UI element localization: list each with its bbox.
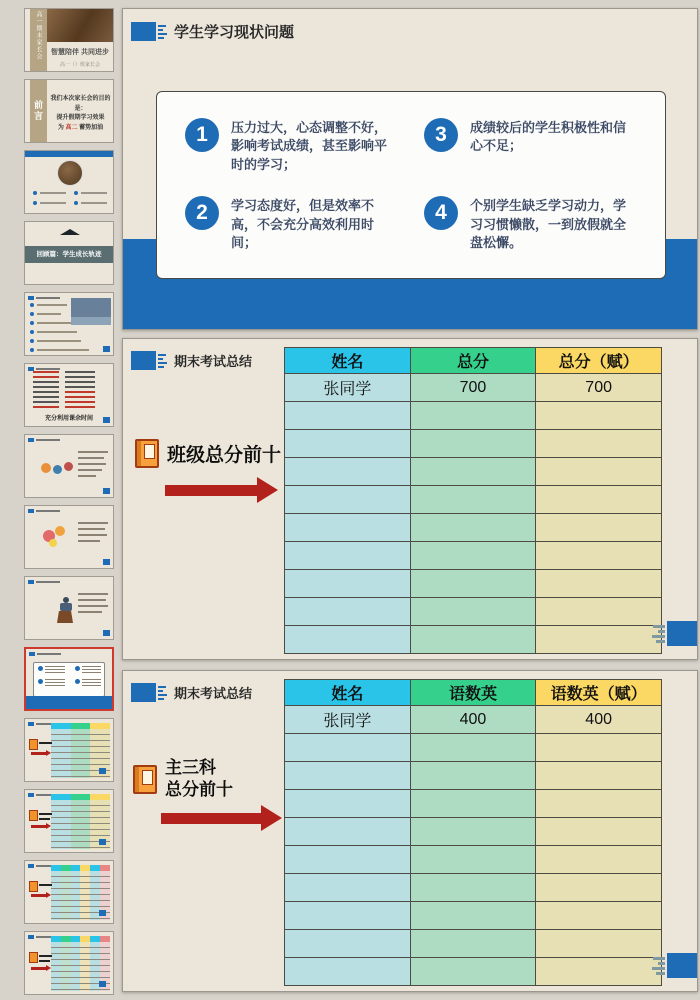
- table-cell: [536, 874, 662, 902]
- problem-text: 成绩较后的学生积极性和信心不足；: [470, 120, 627, 154]
- table-cell: [285, 458, 411, 486]
- mini-corner-flag: [99, 839, 106, 845]
- table-cell: [536, 514, 662, 542]
- mini-red-arrow: [31, 825, 46, 828]
- mini-title-line: [36, 439, 60, 441]
- mini-flag: [28, 722, 34, 726]
- table-row: [285, 958, 662, 986]
- table-row: [285, 374, 662, 402]
- table-cell: [410, 514, 536, 542]
- slide-title: 期末考试总结: [174, 354, 253, 369]
- table-row: [285, 402, 662, 430]
- mini-corner-flag: [103, 488, 110, 494]
- red-right-arrow: [165, 485, 257, 496]
- table-cell: [536, 626, 662, 654]
- table-cell: [410, 902, 536, 930]
- slide-title: 期末考试总结: [174, 686, 253, 701]
- table-row: [285, 930, 662, 958]
- mini-flag: [28, 793, 34, 797]
- mini-book-icon: [29, 810, 38, 821]
- table-cell: [285, 430, 411, 458]
- table-row: [285, 874, 662, 902]
- mini-corner-flag: [99, 768, 106, 774]
- table-cell: [536, 790, 662, 818]
- slide-thumbnail-5[interactable]: [24, 292, 114, 356]
- table-row: [285, 734, 662, 762]
- table-row: [285, 902, 662, 930]
- mini-label-line: [39, 818, 50, 820]
- col-header-total: 总分: [410, 348, 536, 374]
- slide-thumbnail-6[interactable]: [24, 363, 114, 427]
- cartoon-figure: [49, 539, 57, 547]
- graduation-cap-icon: [60, 229, 80, 235]
- thumbnail-body-text: 我们本次家长会的目的是： 提升假期学习效果 为 高二 蓄势加油: [50, 96, 111, 131]
- table-cell: 张同学: [285, 374, 411, 402]
- table-cell: [285, 930, 411, 958]
- problem-item-1: [185, 118, 398, 174]
- mini-table: [51, 723, 110, 778]
- table-cell: [410, 874, 536, 902]
- cartoon-figure: [53, 465, 62, 474]
- col-header-name: 姓名: [285, 680, 411, 706]
- col-header-total-weighted: 总分（赋）: [536, 348, 662, 374]
- mini-red-arrow: [31, 752, 46, 755]
- table-cell: 700: [536, 374, 662, 402]
- slide-3-exam-summary-main3[interactable]: [122, 670, 698, 992]
- table-cell: [285, 598, 411, 626]
- table-cell: [536, 542, 662, 570]
- table-cell: [536, 930, 662, 958]
- table-cell: 张同学: [285, 706, 411, 734]
- table-row: [285, 626, 662, 654]
- table-row: [285, 706, 662, 734]
- score-table-header: [285, 348, 662, 374]
- table-cell: [410, 570, 536, 598]
- speaker-figure: [60, 603, 72, 611]
- mini-table: [51, 794, 110, 849]
- number-badge: 2: [185, 196, 219, 230]
- mini-corner-flag: [99, 981, 106, 987]
- slide-thumbnail-11[interactable]: [24, 718, 114, 782]
- slide-thumbnail-2[interactable]: [24, 79, 114, 143]
- table-cell: [410, 734, 536, 762]
- table-cell: [536, 846, 662, 874]
- number-badge: 3: [424, 118, 458, 152]
- numbered-list: [30, 303, 89, 352]
- slide-thumbnail-3[interactable]: [24, 150, 114, 214]
- slide-thumbnail-12[interactable]: [24, 789, 114, 853]
- score-table-header: [285, 680, 662, 706]
- cartoon-figure: [55, 526, 65, 536]
- table-cell: [536, 902, 662, 930]
- title-flag-icon: [131, 22, 167, 41]
- table-cell: [536, 958, 662, 986]
- table-cell: [410, 486, 536, 514]
- timetable-caption: 充分利用课余时间: [44, 416, 93, 422]
- mini-corner-flag: [103, 559, 110, 565]
- slide-2-exam-summary-total[interactable]: [122, 338, 698, 660]
- slide-title: 学生学习现状问题: [174, 24, 295, 41]
- slide-1-problems[interactable]: [122, 8, 698, 330]
- table-cell: [285, 902, 411, 930]
- red-right-arrow: [161, 813, 261, 824]
- mini-bottom-band: [26, 696, 112, 709]
- table-cell: 400: [536, 706, 662, 734]
- mini-corner-flag: [103, 417, 110, 423]
- slide-thumbnail-7[interactable]: [24, 434, 114, 498]
- top-band: [25, 151, 113, 157]
- table-row: [285, 598, 662, 626]
- table-cell: [285, 790, 411, 818]
- mini-book-icon: [29, 881, 38, 892]
- slide-thumbnail-10-selected[interactable]: [24, 647, 114, 711]
- mini-flag: [28, 296, 34, 300]
- blue-corner-flag-icon: [652, 621, 697, 646]
- table-cell: [285, 818, 411, 846]
- table-row: [285, 818, 662, 846]
- table-cell: [285, 486, 411, 514]
- table-cell: [285, 958, 411, 986]
- table-cell: [285, 846, 411, 874]
- mini-table: [51, 865, 110, 920]
- orange-book-icon: [135, 439, 159, 468]
- table-row: [285, 514, 662, 542]
- table-cell: [536, 402, 662, 430]
- mini-label-line: [39, 742, 52, 744]
- problem-text: 个别学生缺乏学习动力，学习习惯懒散，一到放假就全盘松懈。: [470, 198, 627, 251]
- table-cell: [285, 542, 411, 570]
- table-cell: [536, 818, 662, 846]
- mini-flag: [28, 509, 34, 513]
- table-cell: 400: [410, 706, 536, 734]
- bullet-lines: [78, 522, 108, 542]
- slide-thumbnail-9[interactable]: [24, 576, 114, 640]
- mini-title-line: [36, 368, 60, 370]
- timetable-lines: [33, 371, 95, 408]
- table-row: [285, 790, 662, 818]
- mini-title-line: [36, 510, 60, 512]
- table-cell: [410, 626, 536, 654]
- table-cell: [410, 846, 536, 874]
- bullet-lines: [78, 451, 108, 477]
- table-cell: [410, 930, 536, 958]
- vertical-title: 高一期末家长会: [35, 11, 41, 60]
- table-cell: [410, 430, 536, 458]
- title-flag-icon: [131, 351, 167, 370]
- table-cell: [285, 626, 411, 654]
- table-row: [285, 542, 662, 570]
- mini-corner-flag: [103, 630, 110, 636]
- rank-label: [135, 439, 281, 468]
- mini-label-line: [39, 955, 52, 957]
- blue-corner-flag-icon: [652, 953, 697, 978]
- mini-label-line: [39, 960, 50, 962]
- table-cell: [410, 958, 536, 986]
- thumbnail-side-strip: [30, 80, 47, 142]
- table-cell: [285, 402, 411, 430]
- table-cell: 700: [410, 374, 536, 402]
- mini-flag: [28, 438, 34, 442]
- table-cell: [285, 762, 411, 790]
- table-cell: [536, 570, 662, 598]
- thumbnail-subtitle: 高一（）班家长会: [59, 62, 100, 68]
- table-row: [285, 486, 662, 514]
- mini-corner-flag: [99, 910, 106, 916]
- table-cell: [285, 570, 411, 598]
- score-table: [284, 347, 662, 654]
- table-cell: [410, 598, 536, 626]
- table-cell: [536, 762, 662, 790]
- mini-flag: [28, 935, 34, 939]
- slide-thumbnail-1[interactable]: [24, 8, 114, 72]
- thumbnail-title: 智慧陪伴 共同进步: [51, 49, 109, 56]
- mini-title-line: [36, 581, 60, 583]
- problems-panel: [156, 91, 666, 279]
- slide-title-bar: [131, 21, 294, 42]
- vertical-title: 前言: [33, 100, 43, 122]
- mini-problem-items: [38, 666, 101, 686]
- col-header-main3-weighted: 语数英（赋）: [536, 680, 662, 706]
- table-cell: [285, 514, 411, 542]
- problem-item-3: [424, 118, 637, 174]
- col-header-main3: 语数英: [410, 680, 536, 706]
- slide-thumbnail-8[interactable]: [24, 505, 114, 569]
- mini-book-icon: [29, 952, 38, 963]
- contents-items: [33, 191, 109, 205]
- table-cell: [285, 734, 411, 762]
- mini-red-arrow: [31, 894, 46, 897]
- problem-item-2: [185, 196, 398, 252]
- table-cell: [410, 762, 536, 790]
- problem-item-4: [424, 196, 637, 252]
- mini-flag: [28, 864, 34, 868]
- number-badge: 1: [185, 118, 219, 152]
- mini-label-line: [39, 813, 52, 815]
- section-title: 回顾篇：学生成长轨迹: [25, 246, 113, 263]
- table-cell: [410, 818, 536, 846]
- rank-label-text: 班级总分前十: [167, 445, 282, 466]
- orange-book-icon: [133, 765, 157, 794]
- table-row: [285, 458, 662, 486]
- table-cell: [410, 542, 536, 570]
- table-cell: [410, 458, 536, 486]
- rank-label-text: 主三科 总分前十: [165, 758, 233, 800]
- mini-label-line: [39, 884, 52, 886]
- round-photo: [57, 160, 83, 186]
- table-cell: [536, 458, 662, 486]
- slide-title-bar: [131, 683, 252, 702]
- slide-thumbnail-13[interactable]: [24, 860, 114, 924]
- thumbnail-photo: [47, 9, 113, 42]
- number-badge: 4: [424, 196, 458, 230]
- table-cell: [536, 486, 662, 514]
- table-cell: [536, 598, 662, 626]
- mini-flag: [28, 580, 34, 584]
- mini-title-line: [37, 653, 61, 655]
- col-header-name: 姓名: [285, 348, 411, 374]
- cartoon-figure: [41, 463, 51, 473]
- mini-red-arrow: [31, 967, 46, 970]
- table-row: [285, 846, 662, 874]
- table-row: [285, 762, 662, 790]
- table-row: [285, 570, 662, 598]
- cartoon-figure: [64, 462, 73, 471]
- mini-flag: [29, 652, 35, 656]
- podium: [57, 611, 73, 623]
- slide-thumbnail-14[interactable]: [24, 931, 114, 995]
- score-table: [284, 679, 662, 986]
- mini-title-line: [36, 297, 60, 299]
- thumbnail-side-strip: [30, 9, 47, 71]
- table-cell: [536, 430, 662, 458]
- table-cell: [410, 790, 536, 818]
- table-cell: [536, 734, 662, 762]
- table-cell: [410, 402, 536, 430]
- mini-table: [51, 936, 110, 991]
- mini-book-icon: [29, 739, 38, 750]
- rank-label: [133, 757, 233, 801]
- problem-text: 学习态度好，但是效率不高，不会充分高效利用时间；: [231, 198, 375, 251]
- problem-text: 压力过大，心态调整不好，影响考试成绩，甚至影响平时的学习；: [231, 120, 388, 172]
- mini-corner-flag: [103, 346, 110, 352]
- table-cell: [285, 874, 411, 902]
- slide-thumbnail-4[interactable]: [24, 221, 114, 285]
- bullet-lines: [78, 593, 108, 613]
- table-row: [285, 430, 662, 458]
- title-flag-icon: [131, 683, 167, 702]
- slide-title-bar: [131, 351, 252, 370]
